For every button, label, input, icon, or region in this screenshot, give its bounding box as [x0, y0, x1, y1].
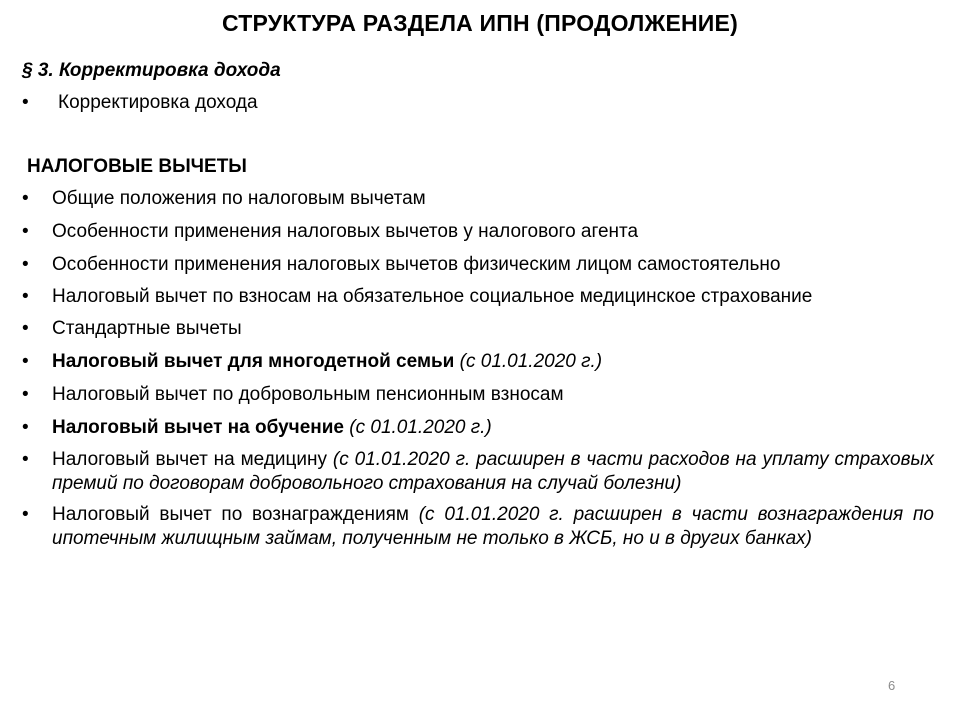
deductions-list	[22, 186, 934, 558]
list-item	[22, 186, 934, 212]
item-bold-text: Налоговый вычет на обучение	[52, 417, 344, 438]
item-italic-text: (с 01.01.2020 г.)	[349, 417, 492, 438]
list-item	[22, 448, 934, 496]
tax-deductions-heading: НАЛОГОВЫЕ ВЫЧЕТЫ	[27, 156, 247, 177]
item-text: Налоговый вычет по взносам на обязательное социальное медицинское страхование	[52, 286, 813, 307]
slide-title: СТРУКТУРА РАЗДЕЛА ИПН (ПРОДОЛЖЕНИЕ)	[222, 10, 738, 36]
page-number: 6	[888, 678, 896, 693]
section-heading: § 3. Корректировка дохода	[22, 60, 281, 81]
list-item	[22, 503, 934, 551]
bullet-icon: •	[22, 318, 29, 339]
first-bullet-text: Корректировка дохода	[58, 92, 258, 113]
item-text: Налоговый вычет по добровольным пенсионным взносам	[52, 384, 564, 405]
item-text: Особенности применения налоговых вычетов физическим лицом самостоятельно	[52, 254, 781, 275]
bullet-icon: •	[22, 504, 29, 525]
item-italic-text: (с 01.01.2020 г. расширен в части расходов на уплату страховых премий по договорам добровольного страхования на случай болезни)	[52, 449, 935, 494]
list-item	[22, 219, 934, 245]
bullet-icon: •	[22, 221, 29, 242]
item-text: Особенности применения налоговых вычетов у налогового агента	[52, 221, 639, 242]
item-bold-text: Налоговый вычет для многодетной семьи	[52, 351, 455, 372]
item-text: Общие положения по налоговым вычетам	[52, 188, 426, 209]
bullet-icon: •	[22, 286, 29, 307]
item-italic-text: (с 01.01.2020 г. расширен в части вознаграждения по ипотечным жилищным займам, полученным не только в ЖСБ, но и в других банках)	[52, 504, 935, 549]
list-item	[22, 349, 934, 375]
list-item	[22, 415, 934, 441]
item-text: Налоговый вычет по вознаграждениям	[52, 504, 419, 525]
list-item	[22, 252, 934, 278]
bullet-icon: •	[22, 449, 29, 470]
item-italic-text: (с 01.01.2020 г.)	[459, 351, 603, 372]
bullet-icon: •	[22, 188, 29, 209]
bullet-icon: •	[22, 254, 29, 275]
item-text: Налоговый вычет на медицину	[52, 449, 333, 470]
bullet-icon: •	[22, 351, 29, 372]
item-text: Стандартные вычеты	[52, 318, 242, 339]
list-item	[22, 382, 934, 408]
bullet-icon: •	[22, 92, 29, 113]
bullet-icon: •	[22, 417, 29, 438]
list-item	[22, 285, 934, 309]
first-bullet-item	[22, 90, 932, 116]
list-item	[22, 316, 934, 342]
bullet-icon: •	[22, 384, 29, 405]
